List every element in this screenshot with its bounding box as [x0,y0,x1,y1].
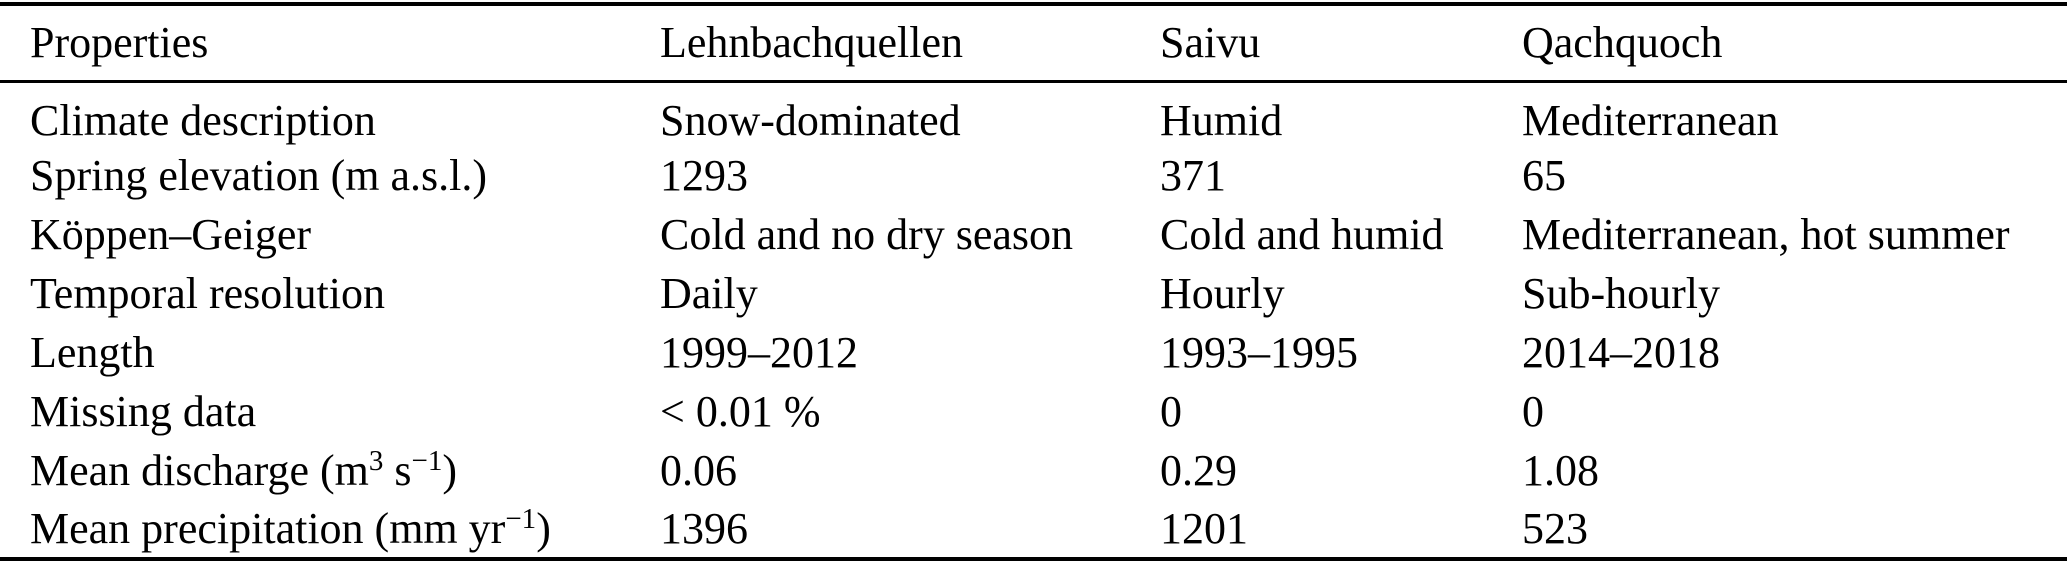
value-cell-saivu: 1201 [1160,503,1248,553]
value-cell-qachquoch: 1.08 [1522,445,1599,495]
value-cell-lehnbachquellen: 1999–2012 [660,327,858,377]
table-body [0,81,2067,559]
property-cell: Length [30,327,155,377]
table-row [0,441,2067,500]
table-row [0,264,2067,323]
value-cell-lehnbachquellen: 1293 [660,150,748,200]
value-cell-lehnbachquellen: Daily [660,268,758,318]
value-cell-saivu: 371 [1160,150,1226,200]
value-cell-saivu: 1993–1995 [1160,327,1358,377]
value-cell-lehnbachquellen: < 0.01 % [660,386,821,436]
table-row [0,146,2067,205]
property-cell: Mean precipitation (mm $yr^{-1}$) [30,502,551,553]
table-row [0,205,2067,264]
value-cell-saivu: Hourly [1160,268,1285,318]
value-cell-qachquoch: 523 [1522,503,1588,553]
property-cell: Missing data [30,386,257,436]
column-header-lehnbachquellen: Lehnbachquellen [660,18,963,68]
value-cell-qachquoch: 0 [1522,386,1544,436]
property-cell: Temporal resolution [30,268,385,318]
value-cell-lehnbachquellen: Snow-dominated [660,95,961,145]
properties-table [0,2,2067,561]
value-cell-saivu: Cold and humid [1160,209,1444,259]
header-row [0,4,2067,81]
table-row [0,500,2067,559]
value-cell-qachquoch: Mediterranean [1522,95,1779,145]
value-cell-qachquoch: 65 [1522,150,1566,200]
property-cell: Spring elevation (m a.s.l.) [30,150,488,200]
value-cell-lehnbachquellen: 0.06 [660,445,737,495]
value-cell-saivu: Humid [1160,95,1283,145]
value-cell-lehnbachquellen: 1396 [660,503,748,553]
property-cell: Climate description [30,95,376,145]
value-cell-qachquoch: 2014–2018 [1522,327,1720,377]
value-cell-qachquoch: Sub-hourly [1522,268,1720,318]
value-cell-qachquoch: Mediterranean, hot summer [1522,209,2010,259]
value-cell-saivu: 0.29 [1160,445,1237,495]
column-header-qachquoch: Qachquoch [1522,18,1723,68]
value-cell-saivu: 0 [1160,386,1182,436]
property-cell: Mean discharge ($m^3$ $s^{-1}$) [30,444,458,495]
table-row [0,323,2067,382]
column-header-saivu: Saivu [1160,18,1261,68]
table-row [0,81,2067,146]
table-row [0,382,2067,441]
value-cell-lehnbachquellen: Cold and no dry season [660,209,1074,259]
property-cell: Köppen–Geiger [30,209,312,259]
column-header-properties: Properties [30,18,209,68]
